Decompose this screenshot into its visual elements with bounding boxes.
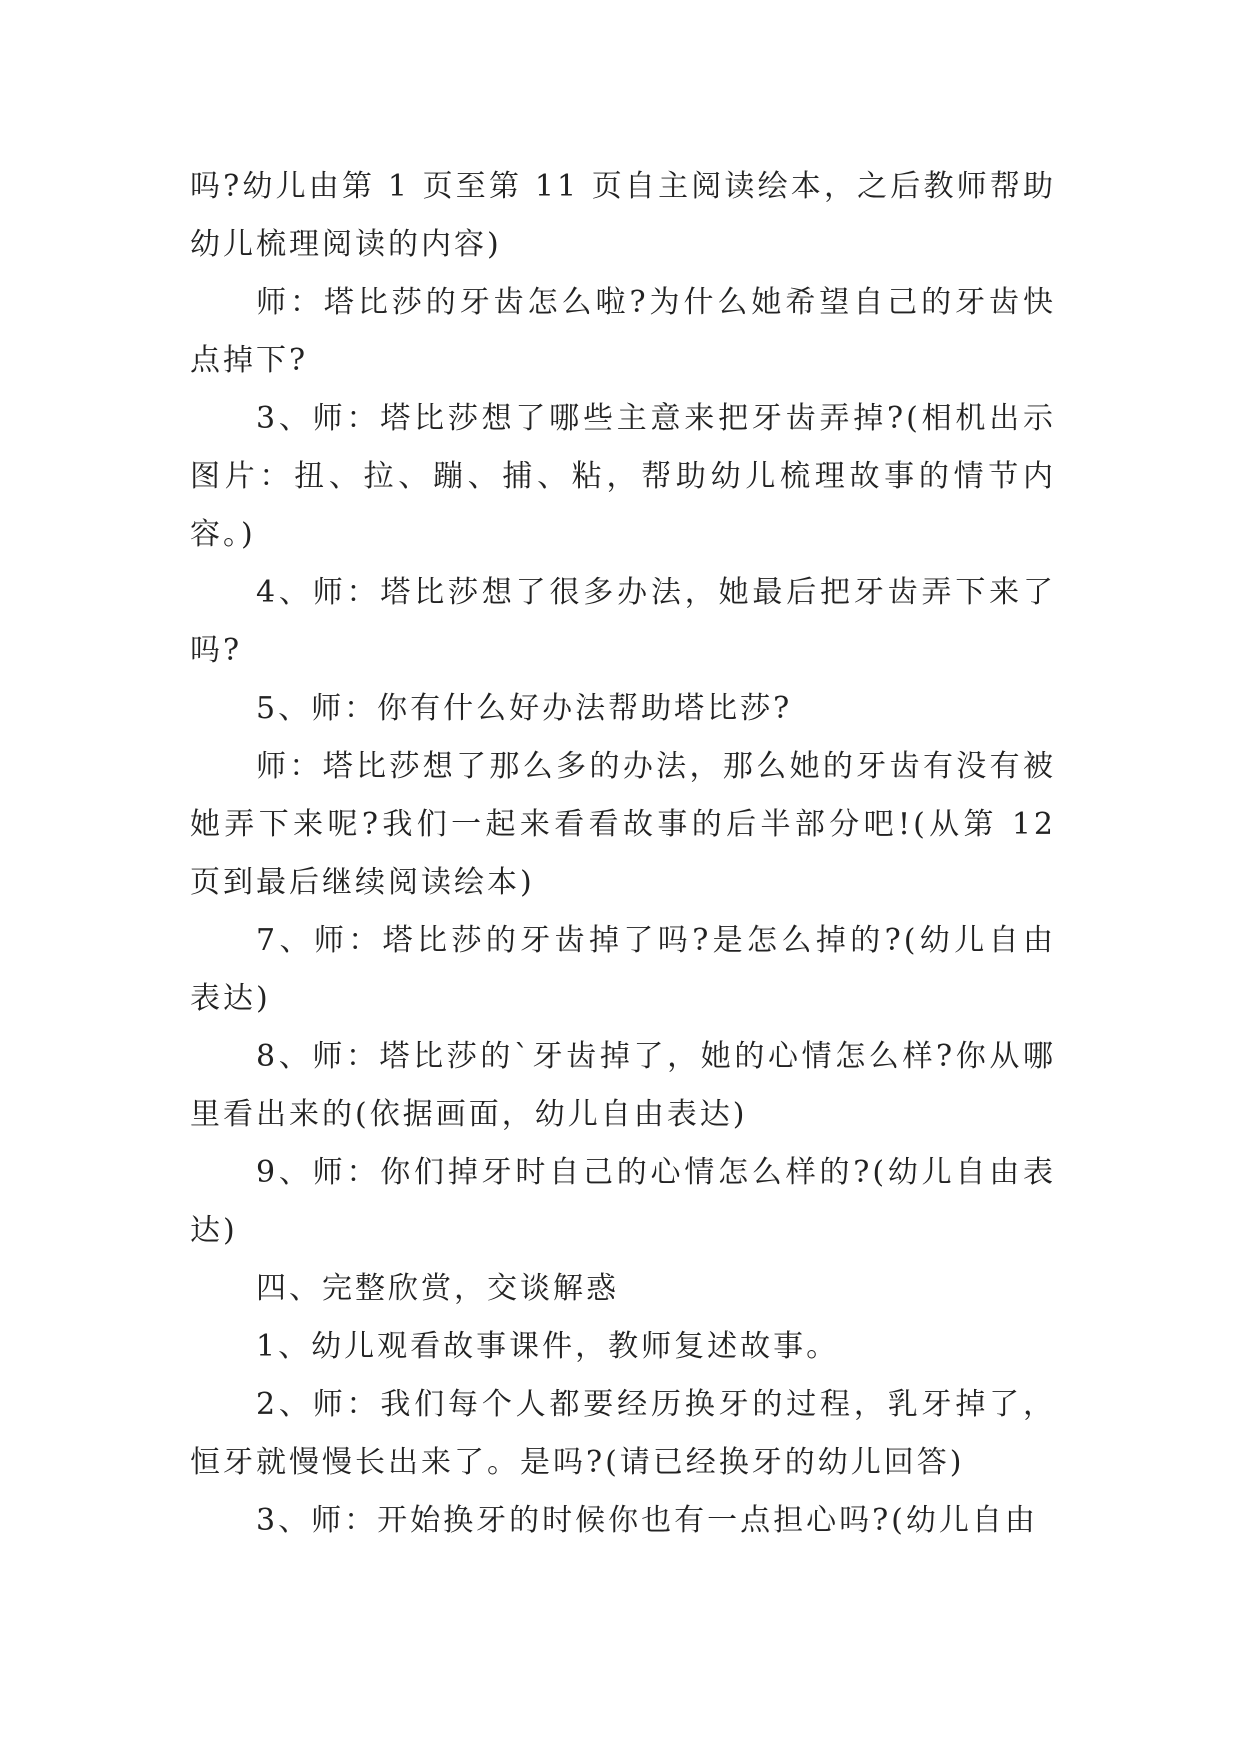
paragraph-8: 8、师：塔比莎的`牙齿掉了，她的心情怎么样?你从哪里看出来的(依据画面，幼儿自由表达) bbox=[190, 1039, 1056, 1132]
paragraph-6: 师：塔比莎想了那么多的办法，那么她的牙齿有没有被她弄下来呢?我们一起来看看故事的后半部分吧!(从第 12 页到最后继续阅读绘本) bbox=[190, 749, 1056, 900]
paragraph-4: 4、师：塔比莎想了很多办法，她最后把牙齿弄下来了吗? bbox=[190, 575, 1056, 668]
paragraph-2: 师：塔比莎的牙齿怎么啦?为什么她希望自己的牙齿快点掉下? bbox=[190, 285, 1056, 378]
paragraph-7: 7、师：塔比莎的牙齿掉了吗?是怎么掉的?(幼儿自由表达) bbox=[190, 923, 1056, 1016]
paragraph-3: 3、师：塔比莎想了哪些主意来把牙齿弄掉?(相机出示图片：扭、拉、蹦、捕、粘，帮助幼儿梳理故事的情节内容。) bbox=[190, 401, 1056, 552]
paragraph-11: 1、幼儿观看故事课件，教师复述故事。 bbox=[256, 1329, 840, 1364]
document-body bbox=[190, 158, 1056, 1550]
paragraph-9: 9、师：你们掉牙时自己的心情怎么样的?(幼儿自由表达) bbox=[190, 1155, 1056, 1248]
paragraph-5: 5、师：你有什么好办法帮助塔比莎? bbox=[256, 691, 793, 726]
paragraph-12: 2、师：我们每个人都要经历换牙的过程，乳牙掉了，恒牙就慢慢长出来了。是吗?(请已经换牙的幼儿回答) bbox=[190, 1387, 1056, 1480]
paragraph-13: 3、师：开始换牙的时候你也有一点担心吗?(幼儿自由 bbox=[256, 1503, 1038, 1538]
paragraph-1: 吗?幼儿由第 1 页至第 11 页自主阅读绘本，之后教师帮助幼儿梳理阅读的内容) bbox=[190, 169, 1056, 262]
paragraph-10: 四、完整欣赏，交谈解惑 bbox=[256, 1271, 619, 1306]
